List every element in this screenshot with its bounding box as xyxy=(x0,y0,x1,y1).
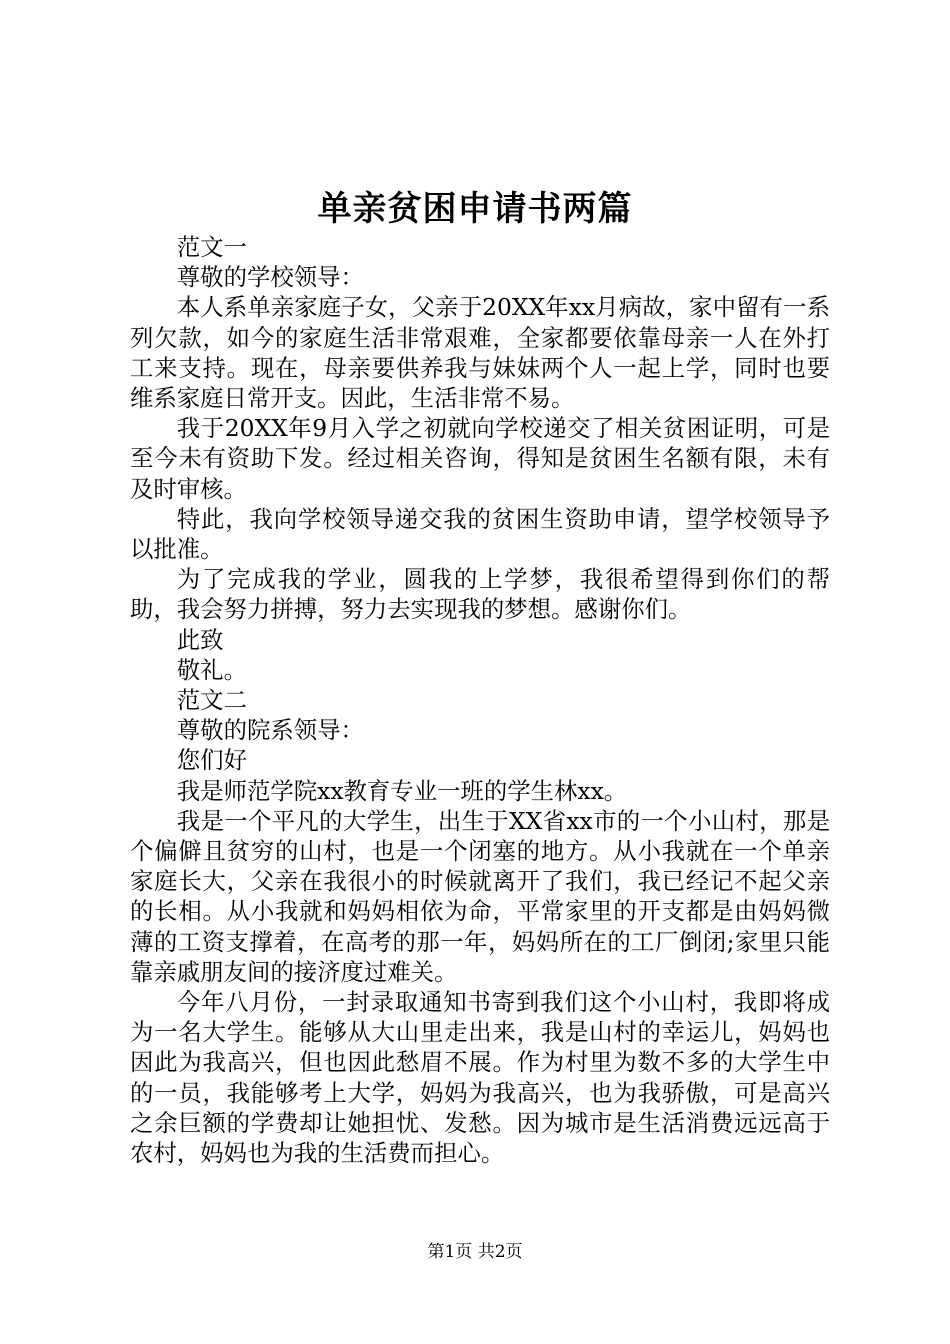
closing-line: 此致 xyxy=(176,625,224,654)
body-paragraph: 我是一个平凡的大学生，出生于XX省xx市的一个小山村，那是个偏僻且贫穷的山村，也是一个闭塞的地方。从小我就在一个单亲家庭长大，父亲在我很小的时候就离开了我们，我已经记不起父亲的长相。从小我就和妈妈相依为命，平常家里的开支都是由妈妈微薄的工资支撑着，在高考的那一年，妈妈所在的工厂倒闭;家里只能靠亲戚朋友间的接济度过难关。 xyxy=(130,806,830,986)
body-paragraph: 我于20XX年9月入学之初就向学校递交了相关贫困证明，可是至今未有资助下发。经过相关咨询，得知是贫困生名额有限，未有及时审核。 xyxy=(130,414,830,503)
salutation-1: 尊敬的学校领导： xyxy=(176,263,364,292)
body-paragraph: 本人系单亲家庭子女，父亲于20XX年xx月病故，家中留有一系列欠款，如今的家庭生活非常艰难，全家都要依靠母亲一人在外打工来支持。现在，母亲要供养我与妹妹两个人一起上学，同时也要维系家庭日常开支。因此，生活非常不易。 xyxy=(130,293,830,413)
body-paragraph: 为了完成我的学业，圆我的上学梦，我很希望得到你们的帮助，我会努力拼搏，努力去实现我的梦想。感谢你们。 xyxy=(130,565,830,624)
salutation-2: 尊敬的院系领导： xyxy=(176,716,364,745)
closing-line: 敬礼。 xyxy=(176,655,247,684)
greeting-line: 您们好 xyxy=(176,746,247,775)
body-paragraph: 特此，我向学校领导递交我的贫困生资助申请，望学校领导予以批准。 xyxy=(130,504,830,564)
body-paragraph: 今年八月份，一封录取通知书寄到我们这个小山村，我即将成为一名大学生。能够从大山里走出来，我是山村的幸运儿，妈妈也因此为我高兴，但也因此愁眉不展。作为村里为数不多的大学生中的一员，我能够考上大学，妈妈为我高兴，也为我骄傲，可是高兴之余巨额的学费却让她担忧、发愁。因为城市是生活消费远远高于农村，妈妈也为我的生活费而担心。 xyxy=(130,988,830,1168)
section-heading-2: 范文二 xyxy=(176,686,247,715)
section-heading-1: 范文一 xyxy=(176,233,247,261)
body-paragraph: 我是师范学院xx教育专业一班的学生林xx。 xyxy=(176,776,628,805)
document-body xyxy=(130,232,830,1168)
page-footer: 第1页 共2页 xyxy=(427,1242,523,1262)
document-title: 单亲贫困申请书两篇 xyxy=(317,189,633,229)
